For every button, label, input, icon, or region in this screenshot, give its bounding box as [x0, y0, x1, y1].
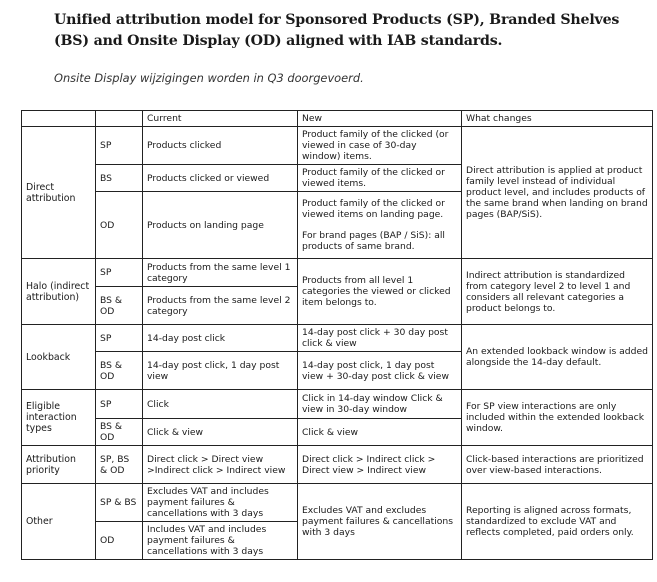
header-cell-empty-1 — [22, 111, 96, 127]
other-sp-bs-current: Excludes VAT and includes payment failures & cancellations with 3 days — [143, 484, 298, 522]
format-bs-od: BS & OD — [96, 352, 143, 390]
direct-od-current: Products on landing page — [143, 192, 298, 259]
halo-new: Products from all level 1 categories the viewed or clicked item belongs to. — [298, 259, 462, 325]
format-sp: SP — [96, 127, 143, 165]
direct-sp-new: Product family of the clicked (or viewed in case of 30-day window) items. — [298, 127, 462, 165]
row-label-lookback: Lookback — [22, 325, 96, 390]
format-sp-bs: SP & BS — [96, 484, 143, 522]
direct-what-changes: Direct attribution is applied at product family level instead of individual product level, and includes products of the same brand when landing on brand pages (BAP/SiS). — [462, 127, 653, 259]
table-header-row — [22, 111, 653, 127]
header-cell-empty-2 — [96, 111, 143, 127]
format-bs: BS — [96, 165, 143, 192]
priority-what-changes: Click-based interactions are prioritized over view-based interactions. — [462, 446, 653, 484]
lookback-bs-od-new: 14-day post click, 1 day post view + 30-day post click & view — [298, 352, 462, 390]
lookback-bs-od-current: 14-day post click, 1 day post view — [143, 352, 298, 390]
table-row — [22, 325, 653, 352]
header-new: New — [298, 111, 462, 127]
table-row — [22, 259, 653, 287]
row-label-attribution-priority: Attribution priority — [22, 446, 96, 484]
halo-bs-od-current: Products from the same level 2 category — [143, 287, 298, 325]
halo-sp-current: Products from the same level 1 category — [143, 259, 298, 287]
format-od: OD — [96, 192, 143, 259]
halo-what-changes: Indirect attribution is standardized from category level 2 to level 1 and considers all relevant categories a product belongs to. — [462, 259, 653, 325]
page-subtitle: Onsite Display wijzigingen worden in Q3 doorgevoerd. — [54, 71, 364, 85]
direct-bs-new: Product family of the clicked or viewed items. — [298, 165, 462, 192]
lookback-what-changes: An extended lookback window is added alongside the 14-day default. — [462, 325, 653, 390]
page-title: Unified attribution model for Sponsored Products (SP), Branded Shelves (BS) and Onsite Display (OD) aligned with IAB standards. — [54, 12, 620, 49]
header-what-changes: What changes — [462, 111, 653, 127]
eligible-bs-od-current: Click & view — [143, 419, 298, 446]
other-what-changes: Reporting is aligned across formats, standardized to exclude VAT and reflects completed, paid orders only. — [462, 484, 653, 560]
eligible-sp-current: Click — [143, 390, 298, 419]
lookback-sp-new: 14-day post click + 30 day post click & view — [298, 325, 462, 352]
header-current: Current — [143, 111, 298, 127]
priority-new: Direct click > Indirect click > Direct view > Indirect view — [298, 446, 462, 484]
format-od: OD — [96, 522, 143, 560]
row-label-eligible-interaction-types: Eligible interaction types — [22, 390, 96, 446]
row-label-direct-attribution: Direct attribution — [22, 127, 96, 259]
priority-current: Direct click > Direct view >Indirect click > Indirect view — [143, 446, 298, 484]
eligible-what-changes: For SP view interactions are only included within the extended lookback window. — [462, 390, 653, 446]
format-bs-od: BS & OD — [96, 419, 143, 446]
format-sp: SP — [96, 325, 143, 352]
other-new: Excludes VAT and excludes payment failures & cancellations with 3 days — [298, 484, 462, 560]
row-label-other: Other — [22, 484, 96, 560]
table-row — [22, 127, 653, 165]
format-sp: SP — [96, 390, 143, 419]
row-label-halo: Halo (indirect attribution) — [22, 259, 96, 325]
format-sp: SP — [96, 259, 143, 287]
direct-od-new-brand-pages: For brand pages (BAP / SiS): all products of same brand. — [302, 230, 445, 252]
other-od-current: Includes VAT and includes payment failures & cancellations with 3 days — [143, 522, 298, 560]
eligible-sp-new: Click in 14-day window Click & view in 30-day window — [298, 390, 462, 419]
direct-od-new-landing: Product family of the clicked or viewed items on landing page. — [302, 198, 445, 220]
format-bs-od: BS & OD — [96, 287, 143, 325]
direct-od-new — [298, 192, 462, 259]
format-sp-bs-od: SP, BS & OD — [96, 446, 143, 484]
direct-sp-current: Products clicked — [143, 127, 298, 165]
lookback-sp-current: 14-day post click — [143, 325, 298, 352]
table-row — [22, 390, 653, 419]
table-row — [22, 446, 653, 484]
direct-bs-current: Products clicked or viewed — [143, 165, 298, 192]
attribution-table — [21, 110, 653, 560]
eligible-bs-od-new: Click & view — [298, 419, 462, 446]
table-row — [22, 484, 653, 522]
